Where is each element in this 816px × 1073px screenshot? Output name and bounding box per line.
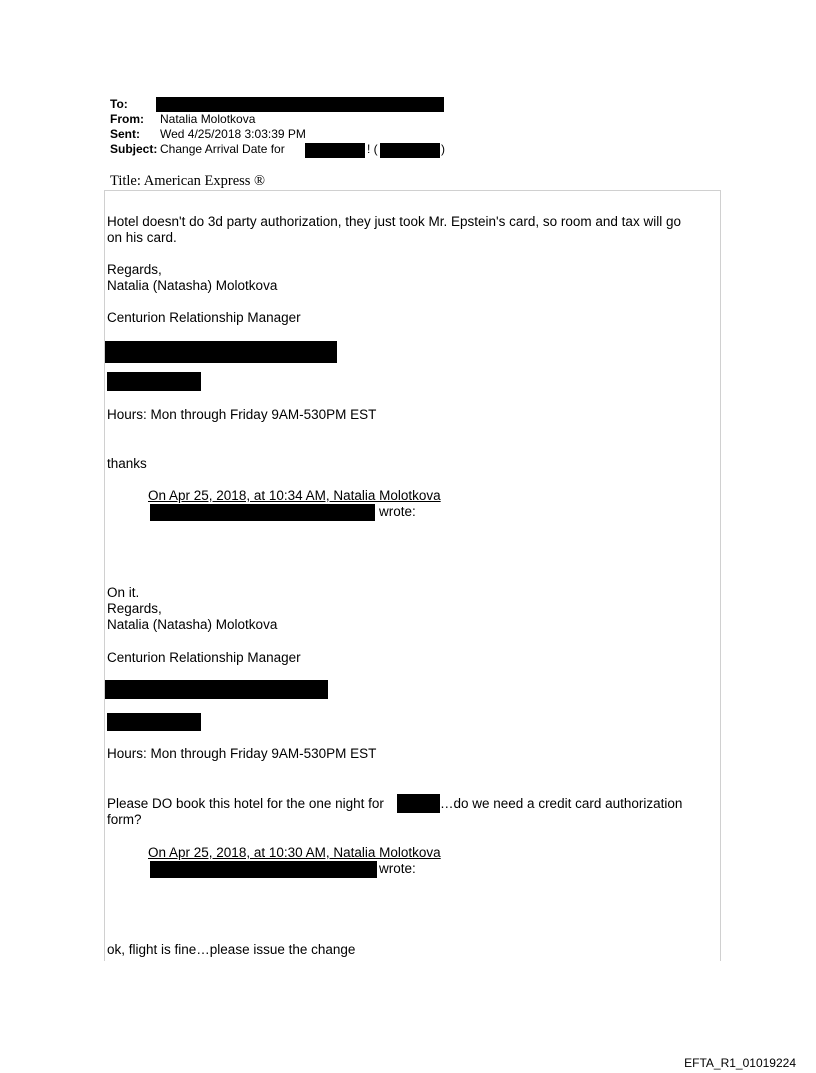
subject-label: Subject: — [110, 142, 158, 156]
hours-2: Hours: Mon through Friday 9AM-530PM EST — [107, 746, 377, 761]
please-line1-b: …do we need a credit card authorization — [440, 796, 683, 811]
redaction-contact-1 — [105, 341, 337, 363]
redaction-subject-2 — [380, 143, 440, 158]
redaction-subject-1 — [305, 143, 365, 158]
redaction-name-please — [397, 794, 440, 813]
flight-text: ok, flight is fine…please issue the change — [107, 942, 356, 957]
regards-2: Regards, — [107, 601, 162, 616]
to-label: To: — [110, 97, 128, 111]
redaction-quote-2-email — [150, 861, 377, 878]
redaction-phone-2 — [107, 713, 201, 731]
quote-2-header: On Apr 25, 2018, at 10:30 AM, Natalia Molotkova — [148, 845, 441, 860]
quote-2-wrote: wrote: — [379, 861, 416, 876]
quote-1-header: On Apr 25, 2018, at 10:34 AM, Natalia Molotkova — [148, 488, 441, 503]
sent-value: Wed 4/25/2018 3:03:39 PM — [160, 127, 306, 141]
title-line: Title: American Express ® — [110, 173, 266, 189]
signature-name-1: Natalia (Natasha) Molotkova — [107, 278, 278, 293]
signature-role-2: Centurion Relationship Manager — [107, 650, 301, 665]
hours-1: Hours: Mon through Friday 9AM-530PM EST — [107, 407, 377, 422]
please-line1-a: Please DO book this hotel for the one night for — [107, 796, 384, 811]
regards-1: Regards, — [107, 262, 162, 277]
thanks-text: thanks — [107, 456, 147, 471]
document-id: EFTA_R1_01019224 — [684, 1056, 796, 1070]
redaction-contact-2 — [105, 680, 328, 699]
quote-1-wrote: wrote: — [379, 504, 416, 519]
redaction-quote-1-email — [150, 504, 375, 521]
from-label: From: — [110, 112, 144, 126]
please-line2: form? — [107, 812, 142, 827]
redaction-phone-1 — [107, 372, 201, 391]
subject-end: ) — [441, 142, 445, 156]
subject-mid: ! ( — [367, 142, 378, 156]
subject-prefix: Change Arrival Date for — [160, 142, 285, 156]
body-p1-line1: Hotel doesn't do 3d party authorization, they just took Mr. Epstein's card, so room and tax will go — [107, 214, 681, 229]
signature-name-2: Natalia (Natasha) Molotkova — [107, 617, 278, 632]
from-value: Natalia Molotkova — [160, 112, 256, 126]
signature-role-1: Centurion Relationship Manager — [107, 310, 301, 325]
redaction-to — [156, 97, 444, 112]
onit-text: On it. — [107, 585, 140, 600]
body-p1-line2: on his card. — [107, 230, 177, 245]
sent-label: Sent: — [110, 127, 140, 141]
